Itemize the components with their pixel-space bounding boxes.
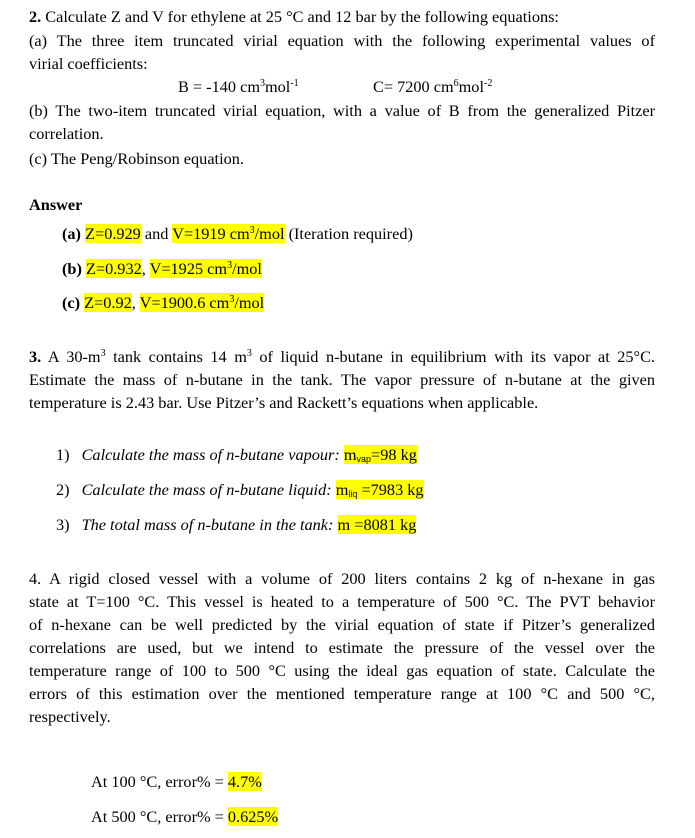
q2-line-3: virial coefficients: — [29, 54, 148, 73]
q2-line-6: (c) The Peng/Robinson equation. — [29, 149, 244, 168]
answer-heading: Answer — [29, 195, 83, 214]
c-coefficient: C= 7200 $cm^6mol^{-2}$ — [373, 77, 493, 96]
q4-line-7: respectively. — [29, 707, 111, 726]
answer-b-v: V=1925 $cm^3$/mol — [149, 259, 262, 278]
q3-number: 3. — [29, 347, 42, 366]
q3-item-3: 3) The total mass of n-butane in the tank: m =8081 kg — [56, 515, 417, 534]
q3-line-3: temperature is 2.43 bar. Use Pitzer’s and Rackett’s equations when applicable. — [29, 393, 539, 412]
answer-c-z: Z=0.92 — [84, 293, 132, 312]
b-coefficient: B = -140 $cm^3mol^{-1}$ — [178, 77, 299, 96]
answer-b: (b) Z=0.932, V=1925 $cm^3$/mol — [62, 259, 262, 278]
q4-line-1: 4. A rigid closed vessel with a volume of 200 liters contains 2 kg of n-hexane in gas — [29, 569, 655, 588]
answer-a: (a) Z=0.929 and V=1919 $cm^3$/mol (Iteration required) — [62, 224, 413, 243]
q4-line-5: temperature range of 100 to 500 °C using the ideal gas equation of state. Calculate the — [29, 661, 655, 680]
mass-vapour-result: mvap=98 kg — [343, 445, 417, 464]
answer-b-z: Z=0.932 — [85, 259, 142, 278]
result-500c: At 500 °C, error% = 0.625% — [91, 807, 279, 826]
q2-line-1: 2. Calculate Z and V for ethylene at 25 °C and 12 bar by the following equations: — [29, 7, 559, 26]
q3-line-2: Estimate the mass of n-butane in the tank. The vapor pressure of n-butane at the given — [29, 370, 655, 389]
error-500c-value: 0.625% — [227, 807, 279, 826]
mass-liquid-result: mliq =7983 kg — [335, 480, 424, 499]
answer-a-v: V=1919 $cm^3$/mol — [172, 224, 285, 243]
q2-number: 2. — [29, 7, 42, 26]
answer-c: (c) Z=0.92, V=1900.6 $cm^3$/mol — [62, 293, 265, 312]
q4-line-3: of n-hexane can be well predicted by the virial equation of state if Pitzer’s generalized — [29, 615, 655, 634]
answer-c-v: V=1900.6 $cm^3$/mol — [139, 293, 265, 312]
q3-item-2: 2) Calculate the mass of n-butane liquid: mliq =7983 kg — [56, 480, 424, 499]
q2-line-2: (a) The three item truncated virial equation with the following experimental values of — [29, 31, 655, 50]
q2-line-4: (b) The two-item truncated virial equation, with a value of B from the generalized Pitzer — [29, 101, 655, 120]
q4-line-2: state at T=100 °C. This vessel is heated to a temperature of 500 °C. The PVT behavior — [29, 592, 655, 611]
q3-item-1: 1) Calculate the mass of n-butane vapour: mvap=98 kg — [56, 445, 417, 464]
error-100c-value: 4.7% — [227, 772, 262, 791]
result-100c: At 100 °C, error% = 4.7% — [91, 772, 262, 791]
answer-a-z: Z=0.929 — [85, 224, 141, 243]
q4-line-4: correlations are used, but we intend to estimate the pressure of the vessel over the — [29, 638, 655, 657]
q2-line-5: correlation. — [29, 124, 104, 143]
mass-total-result: m =8081 kg — [337, 515, 417, 534]
q4-line-6: errors of this estimation over the mentioned temperature range at 100 °C and 500 °C, — [29, 684, 655, 703]
q3-line-1: 3. A $30-m^3$ tank contains 14 $m^3$ of liquid n-butane in equilibrium with its vapor at 25°C. — [29, 347, 655, 366]
